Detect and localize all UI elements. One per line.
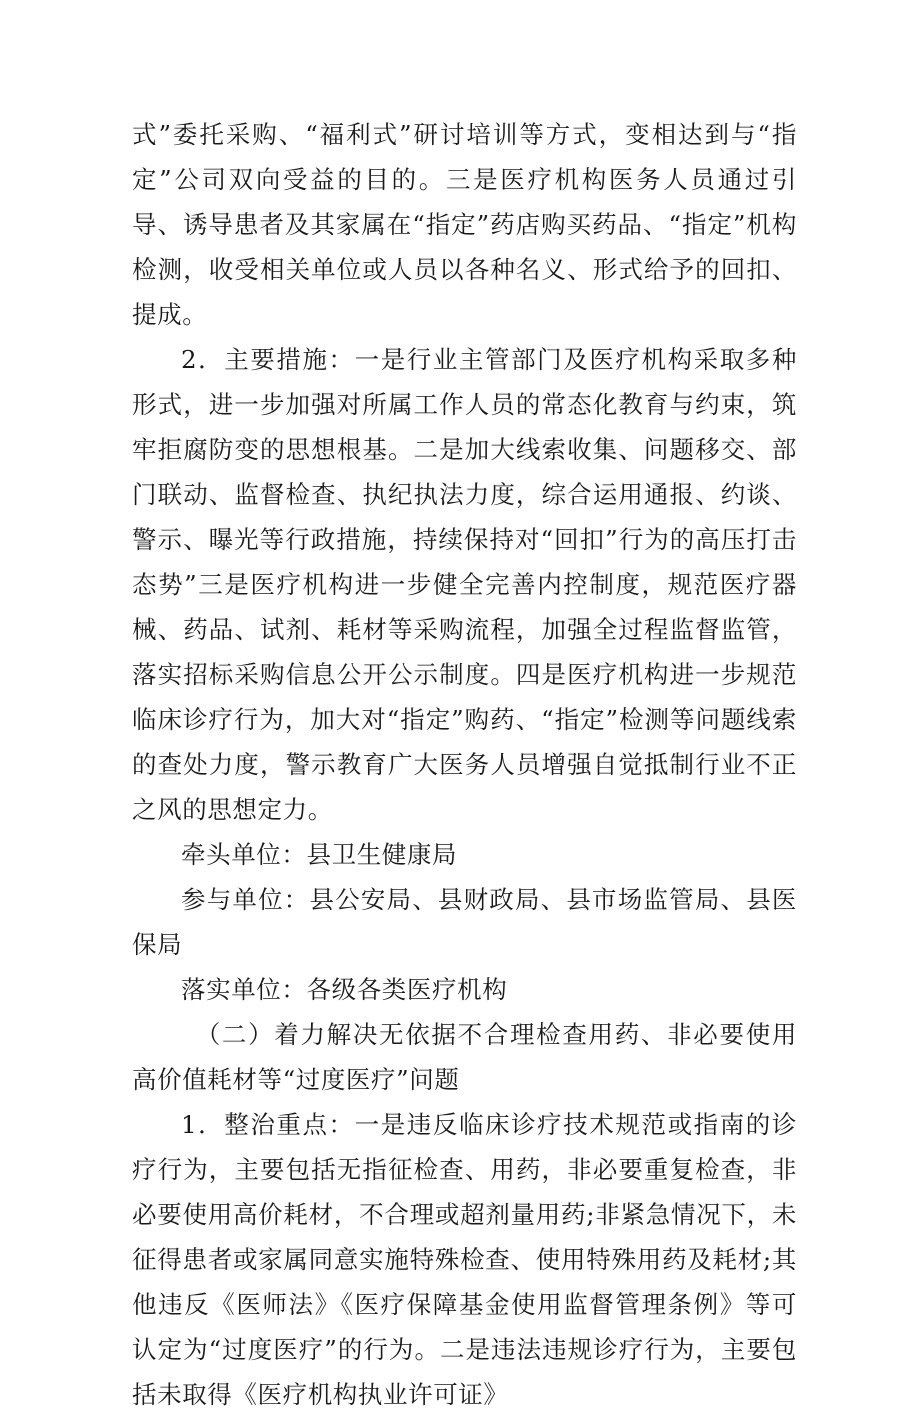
paragraph-continuation: 式”委托采购、“福利式”研讨培训等方式，变相达到与“指定”公司双向受益的目的。三是医疗机构医务人员通过引导、诱导患者及其家属在“指定”药店购买药品、“指定”机构检测，收受相关单位或人员以各种名义、形式给予的回扣、提成。 <box>132 120 797 329</box>
lead-unit: 牵头单位：县卫生健康局 <box>181 840 458 869</box>
section-heading-2: （二）着力解决无依据不合理检查用药、非必要使用高价值耗材等“过度医疗”问题 <box>132 1020 797 1094</box>
implementing-units: 落实单位：各级各类医疗机构 <box>181 975 508 1004</box>
participating-units: 参与单位：县公安局、县财政局、县市场监管局、县医保局 <box>132 885 797 959</box>
document-body <box>132 112 797 1417</box>
paragraph-main-measures: 2．主要措施：一是行业主管部门及医疗机构采取多种形式，进一步加强对所属工作人员的常态化教育与约束，筑牢拒腐防变的思想根基。二是加大线索收集、问题移交、部门联动、监督检查、执纪执法力度，综合运用通报、约谈、警示、曝光等行政措施，持续保持对“回扣”行为的高压打击态势”三是医疗机构进一步健全完善内控制度，规范医疗器械、药品、试剂、耗材等采购流程，加强全过程监督监管，落实招标采购信息公开公示制度。四是医疗机构进一步规范临床诊疗行为，加大对“指定”购药、“指定”检测等问题线索的查处力度，警示教育广大医务人员增强自觉抵制行业不正之风的思想定力。 <box>132 345 797 824</box>
paragraph-rectification-focus: 1．整治重点：一是违反临床诊疗技术规范或指南的诊疗行为，主要包括无指征检查、用药，非必要重复检查，非必要使用高价耗材，不合理或超剂量用药;非紧急情况下，未征得患者或家属同意实施特殊检查、使用特殊用药及耗材;其他违反《医师法》《医疗保障基金使用监督管理条例》等可认定为“过度医疗”的行为。二是违法违规诊疗行为，主要包括未取得《医疗机构执业许可证》 <box>132 1110 797 1409</box>
